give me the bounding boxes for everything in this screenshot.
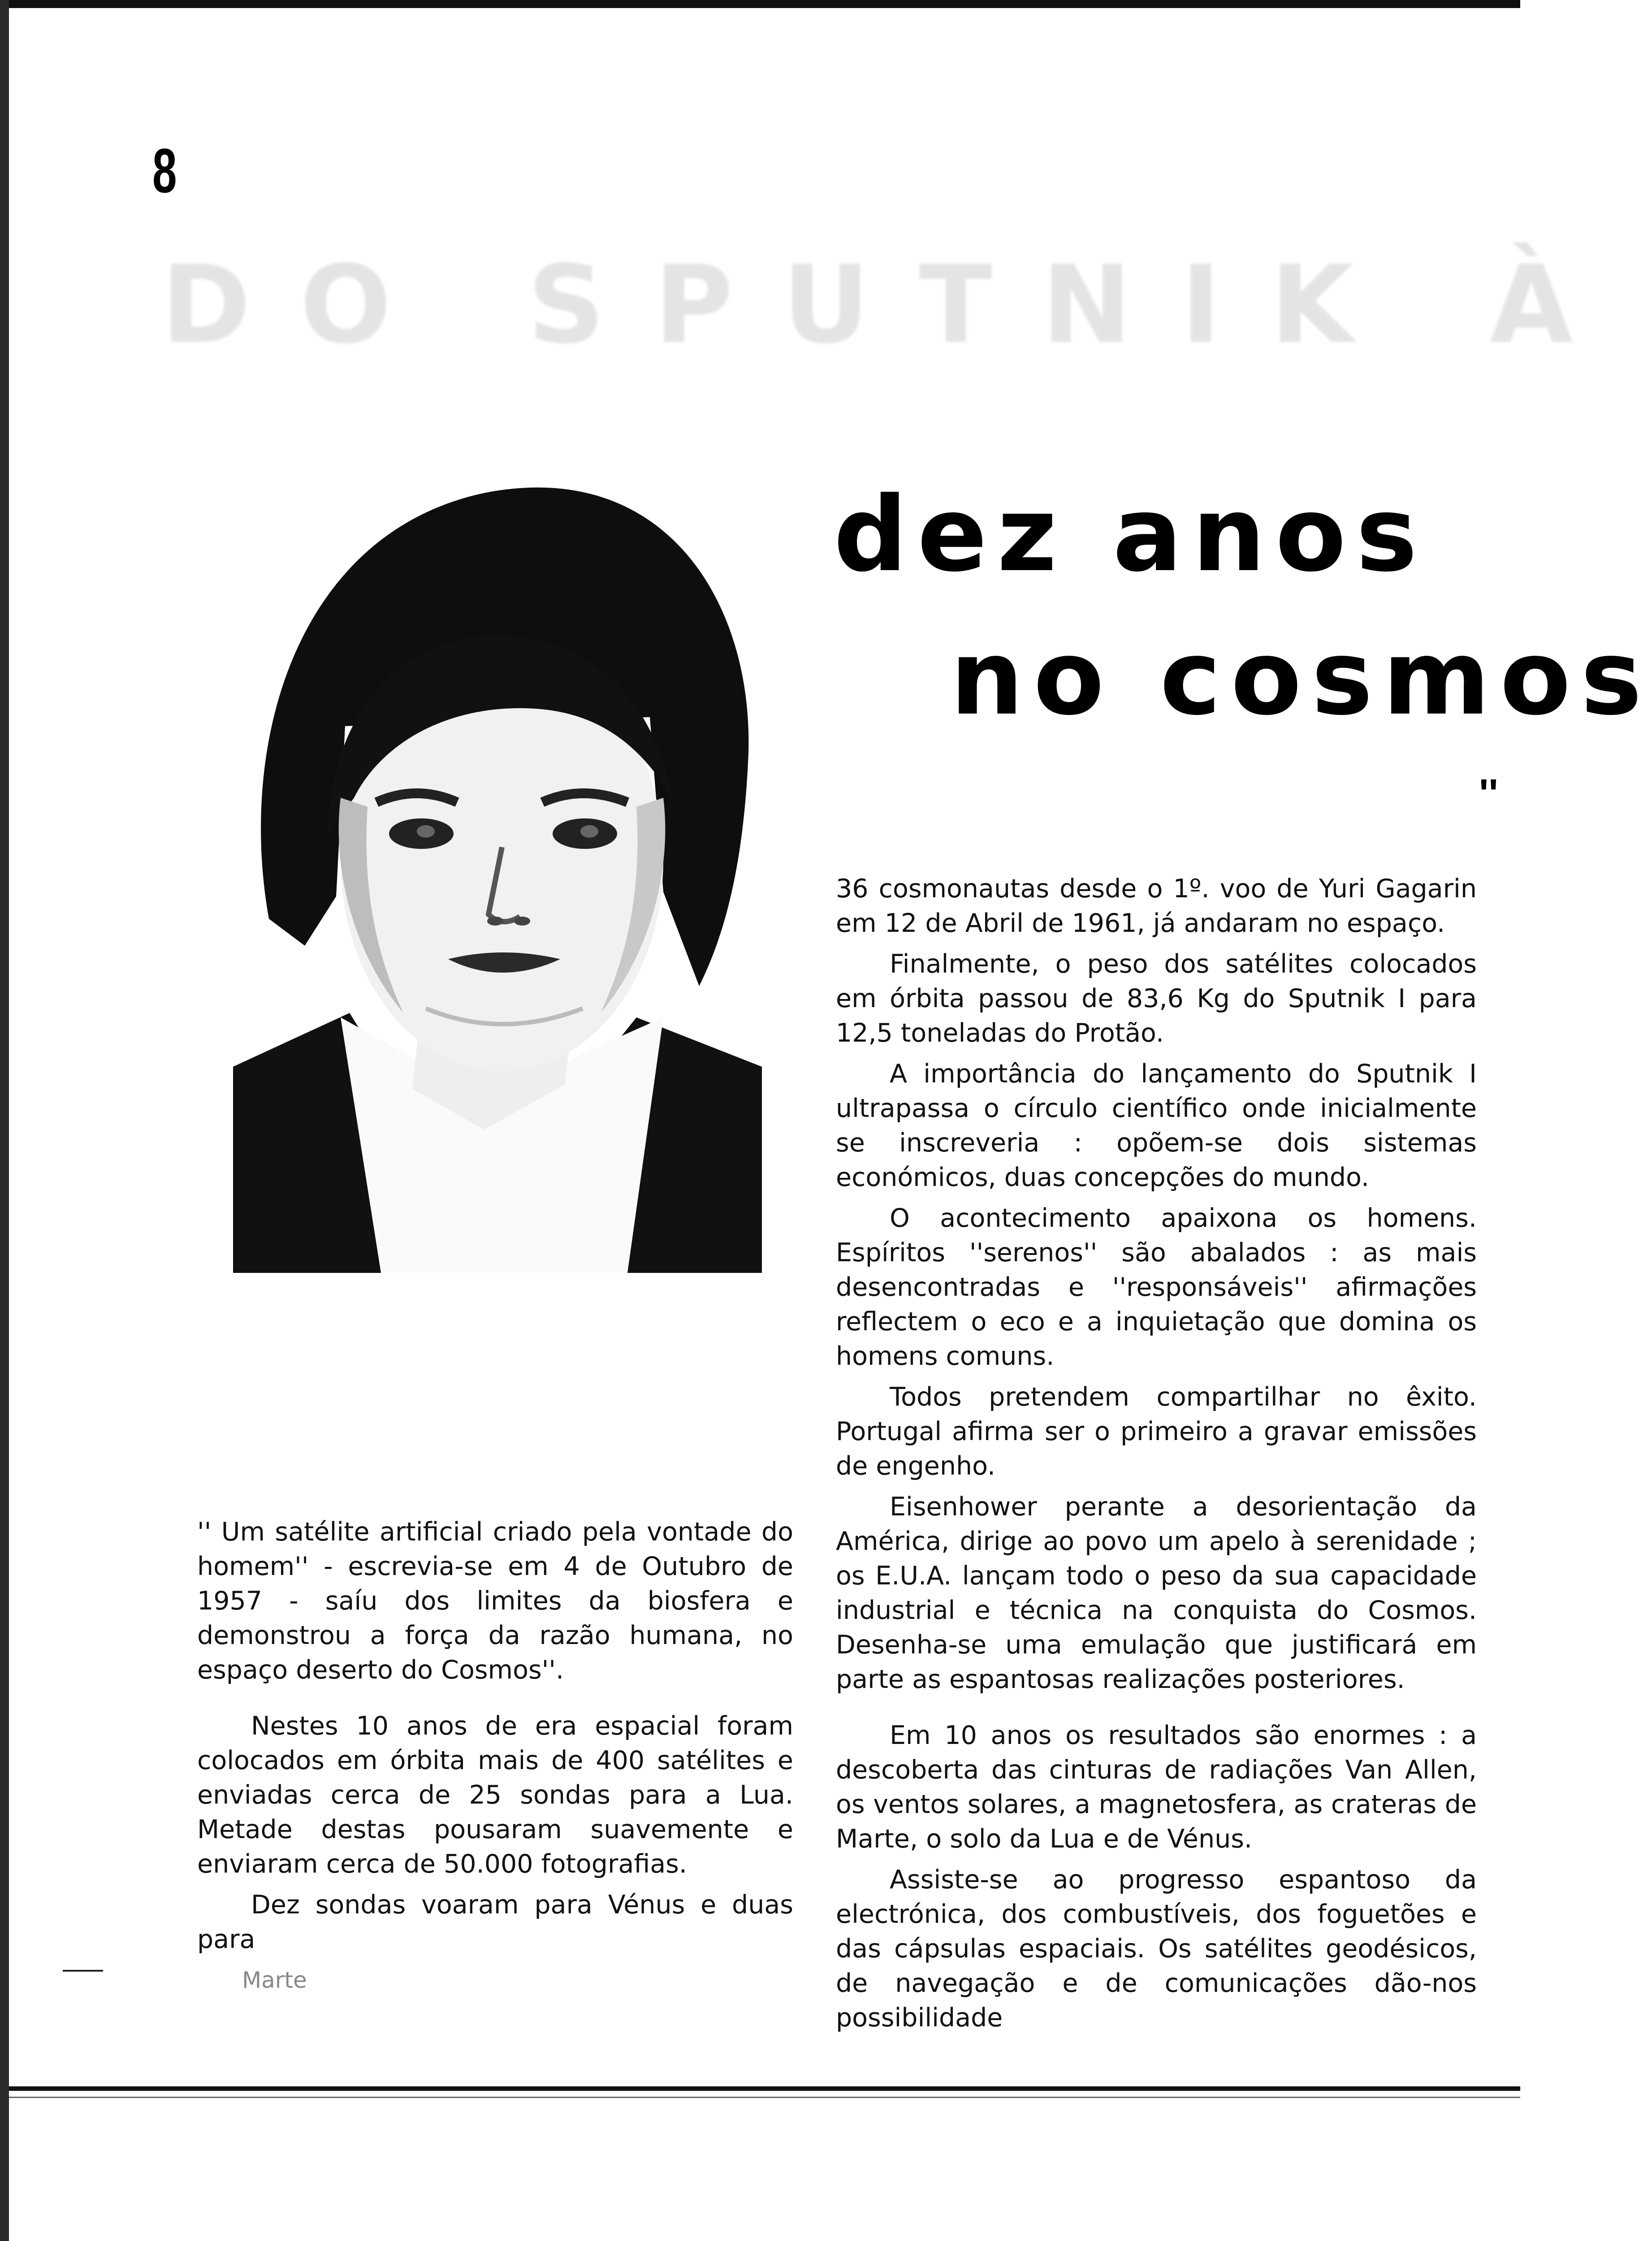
left-paragraph-3: Dez sondas voaram para Vénus e duas para [197, 1890, 793, 1954]
left-paragraph-faded-end: Marte [242, 1967, 307, 1993]
ghost-heading: DO SPUTNIK À [161, 242, 1622, 368]
left-paragraph-1: '' Um satélite artificial criado pela vontade do homem'' - escrevia-se em 4 de Outubro de 1957 - saíu dos limites da biosfera e demonstrou a força da razão humana, no espaço deserto do Cosmos''. [197, 1517, 793, 1685]
right-paragraph-6: Eisenhower perante a desorientação da América, dirige ao povo um apelo à serenidade ; os E.U.A. lançam todo o peso da sua capacidade industrial e técnica na conquista do Cosmos. Desenha-se uma emulação que justificará em parte as espantosas realizações posteriores. [836, 1492, 1477, 1694]
right-paragraph-4: O acontecimento apaixona os homens. Espíritos ''serenos'' são abalados : as mais desencontradas e ''responsáveis'' afirmações reflectem o eco e a inquietação que domina os homens comuns. [836, 1203, 1477, 1371]
title-line-2: no cosmos [950, 619, 1652, 738]
left-paragraph-2: Nestes 10 anos de era espacial foram colocados em órbita mais de 400 satélites e enviadas cerca de 25 sondas para a Lua. Metade destas pousaram suavemente e enviaram cerca de 50.000 fotografias. [197, 1711, 793, 1879]
woman-portrait-photo [233, 430, 762, 1273]
right-paragraph-2: Finalmente, o peso dos satélites colocados em órbita passou de 83,6 Kg do Sputnik I para 12,5 toneladas do Protão. [836, 949, 1477, 1048]
title-line-1: dez anos [834, 475, 1427, 595]
margin-dash [63, 1970, 103, 1972]
right-text-column [836, 872, 1477, 2042]
right-paragraph-8: Assiste-se ao progresso espantoso da electrónica, dos combustíveis, dos foguetões e das cápsulas espaciais. Os satélites geodésicos, de navegação e de comunicações dão-nos possibilidade [836, 1865, 1477, 2033]
page-number: 8 [152, 135, 177, 206]
title-trailing-mark: '' [1479, 771, 1498, 816]
left-border [0, 0, 9, 2241]
bottom-page-rule-thin [9, 2097, 1520, 2098]
right-paragraph-7: Em 10 anos os resultados são enormes : a descoberta das cinturas de radiações Van Allen, os ventos solares, a magnetosfera, as crateras de Marte, o solo da Lua e de Vénus. [836, 1721, 1477, 1854]
right-paragraph-1: 36 cosmonautas desde o 1º. voo de Yuri Gagarin em 12 de Abril de 1961, já andaram no espaço. [836, 874, 1477, 938]
right-paragraph-5: Todos pretendem compartilhar no êxito. Portugal afirma ser o primeiro a gravar emissões de engenho. [836, 1382, 1477, 1481]
right-paragraph-3: A importância do lançamento do Sputnik I ultrapassa o círculo científico onde inicialmente se inscreveria : opõem-se dois sistemas económicos, duas concepções do mundo. [836, 1059, 1477, 1192]
top-border [0, 0, 1520, 8]
bottom-page-rule [9, 2086, 1520, 2091]
left-text-column [197, 1515, 793, 1998]
